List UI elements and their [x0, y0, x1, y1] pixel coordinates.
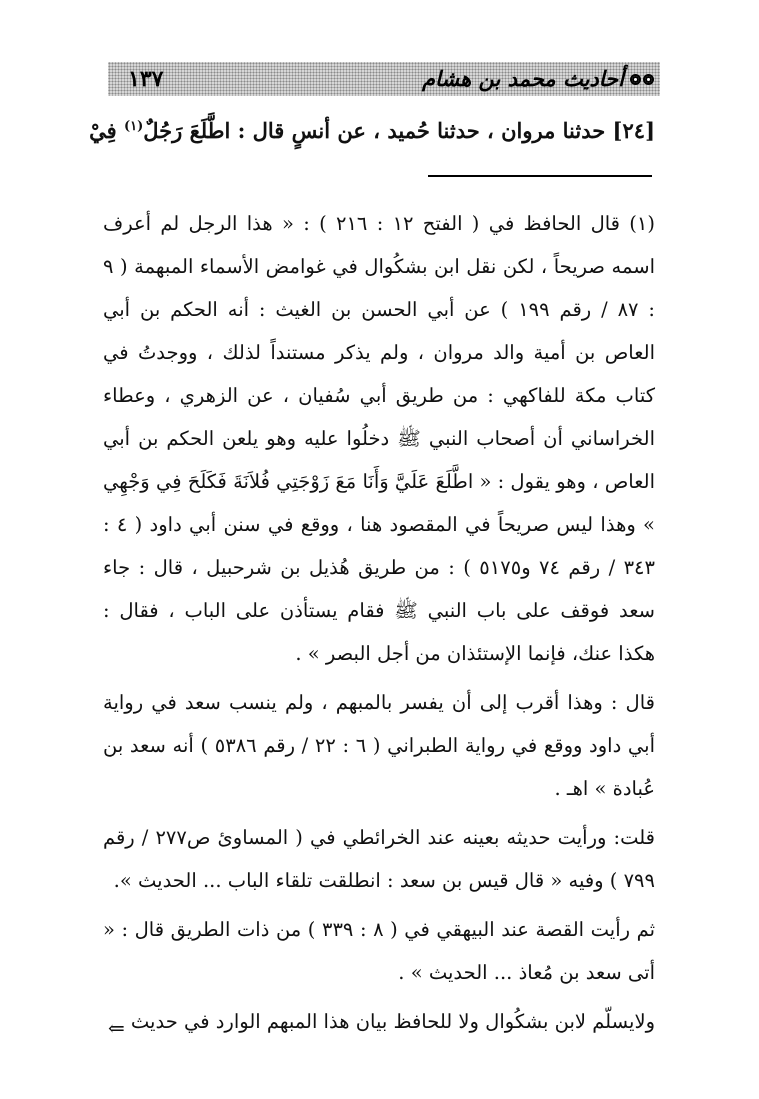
- page-number: ١٣٧: [128, 66, 164, 92]
- footnote-paragraph-5: ولايسلّم لابن بشكُوال ولا للحافظ بيان هذا المبهم الوارد في حديث: [130, 1010, 655, 1033]
- footnote-section: [103, 202, 655, 1049]
- running-title-text: أحاديث محمد بن هشام: [422, 66, 624, 91]
- footnote-paragraph-3: قلت: ورأيت حديثه بعينه عند الخرائطي في ( المساوئ ص٢٧٧ / رقم ٧٩٩ ) وفيه « قال قيس بن سعد : انطلقت تلقاء الباب ... الحديث ».: [103, 826, 655, 892]
- footnote-separator: [428, 175, 652, 177]
- double-circle-ornament-icon: [630, 74, 654, 85]
- footnote-paragraph-4: ثم رأيت القصة عند البيهقي في ( ٨ : ٣٣٩ ) من ذات الطريق قال : « أتى سعد بن مُعاذ ... الحديث » .: [103, 918, 656, 984]
- running-title: [422, 62, 654, 96]
- footnote-paragraph-1: (١) قال الحافظ في ( الفتح ١٢ : ٢١٦ ) : « هذا الرجل لم أعرف اسمه صريحاً ، لكن نقل ابن بشكُوال في غوامض الأسماء المبهمة ( ٩ : ٨٧ / رقم ١٩٩ ) عن أبي الحسن بن الغيث : أنه الحكم بن أبي العاص بن أمية والد مروان ، ولم يذكر مستنداً لذلك ، ووجدتُ في كتاب مكة للفاكهي : من طريق أبي سُفيان ، عن الزهري ، وعطاء الخراساني أن أصحاب النبي ﷺ دخلُوا عليه وهو يلعن الحكم بن أبي العاص ، وهو يقول : « اطَّلَعَ عَلَيَّ وَأَنَا مَعَ زَوْجَتِي فُلاَنَةَ فَكَلَحَ فِي وَجْهِي » وهذا ليس صريحاً في المقصود هنا ، ووقع في سنن أبي داود ( ٤ : ٣٤٣ / رقم ٧٤ و٥١٧٥ ) : من طريق هُذيل بن شرحبيل ، قال : جاء سعد فوقف على باب النبي ﷺ فقام يستأذن على الباب ، فقال : هكذا عنك، فإنما الإستئذان من أجل البصر » .: [103, 212, 655, 665]
- continuation-arrow-icon: ⇐: [108, 1016, 125, 1040]
- footnote-reference: (١): [123, 119, 144, 134]
- hadith-tail: فِيْ: [89, 118, 124, 143]
- hadith-heading: [89, 110, 655, 148]
- footnote-paragraph-2: قال : وهذا أقرب إلى أن يفسر بالمبهم ، ولم ينسب سعد في رواية أبي داود ووقع في رواية الطبراني ( ٦ : ٢٢ / رقم ٥٣٨٦ ) أنه سعد بن عُبادة » اهـ .: [103, 691, 655, 800]
- hadith-text: [٢٤] حدثنا مروان ، حدثنا حُميد ، عن أنسٍ قال : اطَّلَعَ رَجُلٌ: [143, 118, 655, 143]
